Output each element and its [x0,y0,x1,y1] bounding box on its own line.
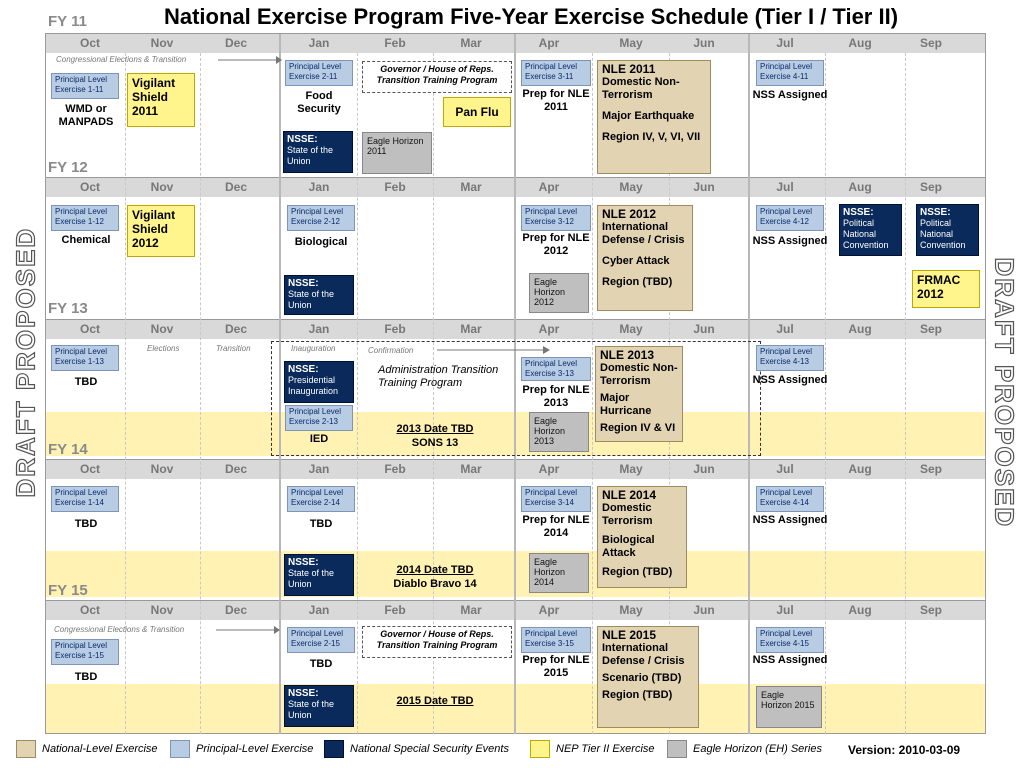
nle-region: Region (TBD) [602,689,673,701]
pl-exercise-3-11: Principal Level Exercise 3-11 [521,60,591,86]
month-divider [905,53,906,734]
month-label: Apr [538,322,560,336]
pl-topic: NSS Assigned [752,654,828,666]
nsse-state-of-union-2015 [284,685,354,727]
fy-label: FY 13 [48,300,88,317]
month-label: Jul [776,462,794,476]
nsse-name: State of the Union [288,289,335,310]
pl-topic: TBD [309,658,333,670]
nle-category: Domestic Terrorism [602,502,653,527]
vigilant-shield-2011: Vigilant Shield 2011 [127,73,195,127]
month-label: Jul [776,322,794,336]
month-divider [825,53,826,734]
arrow-icon [218,55,282,65]
month-label: Aug [848,180,872,194]
month-label: Nov [150,180,174,194]
draft-watermark-right: DRAFT PROPOSED [989,257,1020,529]
legend-label-nle: National-Level Exercise [42,743,158,755]
nle-2013 [595,346,683,442]
nsse-name: Presidential Inauguration [288,375,339,396]
pl-exercise-1-14: Principal Level Exercise 1-14 [51,486,119,512]
nle-scenario: Major Hurricane [600,392,652,417]
fy-label: FY 11 [48,13,87,30]
eagle-horizon-2012: Eagle Horizon 2012 [529,273,589,313]
pl-topic: NSS Assigned [752,89,828,101]
month-label: Jun [693,36,715,50]
nsse-heading: NSSE: [288,557,319,568]
pl-exercise-1-11: Principal Level Exercise 1-11 [51,73,119,99]
page-title: National Exercise Program Five-Year Exercise Schedule (Tier I / Tier II) [163,4,899,29]
month-label: May [619,322,643,336]
pl-exercise-2-15: Principal Level Exercise 2-15 [287,627,355,653]
month-label: Dec [224,36,247,50]
pl-exercise-4-13: Principal Level Exercise 4-13 [756,345,824,371]
nle-category: International Defense / Crisis [602,642,685,667]
month-label: Nov [150,36,174,50]
month-label: Dec [224,462,247,476]
pl-exercise-2-11: Principal Level Exercise 2-11 [285,60,353,86]
tier2-exercise: Diablo Bravo 14 [393,578,477,590]
eagle-horizon-2011: Eagle Horizon 2011 [362,132,432,174]
month-label: Sep [919,462,942,476]
admin-transition-program: Administration Transition Training Program [378,364,499,389]
legend-label-pl: Principal-Level Exercise [196,743,314,755]
pl-topic: TBD [309,518,333,530]
nle-title: NLE 2015 [602,628,657,642]
month-label: Mar [460,36,482,50]
month-label: Oct [79,603,100,617]
pl-topic: NSS Assigned [752,235,828,247]
eagle-horizon-2013: Eagle Horizon 2013 [529,412,589,452]
month-label: Aug [848,36,872,50]
month-label: Nov [150,603,174,617]
pl-exercise-3-15: Principal Level Exercise 3-15 [521,627,591,653]
month-label: Oct [79,322,100,336]
version-label: Version: 2010-03-09 [848,743,961,757]
month-label: Dec [224,322,247,336]
tier2-exercise: SONS 13 [411,437,459,449]
pl-topic: Prep for NLE 2011 [522,88,590,113]
draft-watermark-left: DRAFT PROPOSED [10,226,41,498]
nle-region: Region IV, V, VI, VII [602,131,701,143]
month-label: Nov [150,462,174,476]
confirmation-label: Confirmation [368,346,414,355]
month-label: Feb [384,180,406,194]
nsse-state-of-union-2012 [284,275,354,315]
pl-topic: TBD [74,671,98,683]
month-label: Sep [919,322,942,336]
month-label: Sep [919,603,942,617]
pl-topic: Prep for NLE 2013 [522,384,590,409]
legend-swatch-nsse [324,740,344,758]
tier2-date: 2015 Date TBD [396,695,474,707]
legend-swatch-nle [16,740,36,758]
nle-2012 [597,205,693,311]
month-label: Jan [308,462,330,476]
month-label: Jan [308,322,330,336]
fy-label: FY 12 [48,159,88,176]
month-label: May [619,36,643,50]
nle-title: NLE 2014 [602,488,657,502]
month-label: Aug [848,603,872,617]
month-label: Sep [919,180,942,194]
nle-region: Region (TBD) [602,566,673,578]
pl-exercise-1-13: Principal Level Exercise 1-13 [51,345,119,371]
month-label: Jun [693,322,715,336]
elections-label: Elections [147,344,180,353]
nsse-heading: NSSE: [920,207,951,218]
month-label: Mar [460,180,482,194]
nle-scenario: Scenario (TBD) [602,672,682,684]
nsse-name: State of the Union [288,568,335,589]
month-label: Apr [538,603,560,617]
pl-topic: Prep for NLE 2014 [522,514,590,539]
month-label: Jul [776,603,794,617]
pl-topic: IED [309,433,329,445]
nsse-heading: NSSE: [287,134,318,145]
nle-region: Region IV & VI [600,422,676,434]
pl-topic: Chemical [61,234,111,246]
vigilant-shield-2012: Vigilant Shield 2012 [127,205,195,257]
elections-note: Congressional Elections & Transition [54,625,185,634]
transition-label: Transition [216,344,251,353]
nsse-heading: NSSE: [288,364,319,375]
arrow-icon [437,345,551,355]
month-label: May [619,603,643,617]
nle-category: Domestic Non-Terrorism [602,76,680,101]
nle-title: NLE 2011 [602,62,656,76]
month-label: Mar [460,322,482,336]
pl-exercise-1-12: Principal Level Exercise 1-12 [51,205,119,231]
month-label: Dec [224,603,247,617]
month-label: Apr [538,462,560,476]
month-label: Mar [460,603,482,617]
month-label: Oct [79,36,100,50]
pl-topic: NSS Assigned [752,514,828,526]
pl-exercise-4-14: Principal Level Exercise 4-14 [756,486,824,512]
tier2-date: 2013 Date TBD [396,423,474,435]
legend-swatch-eh [667,740,687,758]
nle-2011 [597,60,711,174]
nsse-name: State of the Union [287,145,334,166]
governor-transition-program: Governor / House of Reps. Transition Training Program [362,626,512,658]
month-label: Nov [150,322,174,336]
month-label: Mar [460,462,482,476]
legend-swatch-tier2 [530,740,550,758]
month-divider [200,53,201,734]
pl-exercise-3-12: Principal Level Exercise 3-12 [521,205,591,231]
pl-topic: TBD [74,518,98,530]
pl-exercise-1-15: Principal Level Exercise 1-15 [51,639,119,665]
month-label: Jan [308,180,330,194]
nle-2015 [597,626,699,728]
pan-flu: Pan Flu [443,97,511,127]
month-label: May [619,462,643,476]
month-label: Jan [308,603,330,617]
nsse-presidential-inauguration [284,361,354,403]
inauguration-label: Inauguration [291,344,336,353]
month-label: Feb [384,603,406,617]
month-label: Aug [848,462,872,476]
pl-topic: Prep for NLE 2015 [522,654,590,679]
month-label: Jun [693,180,715,194]
nle-title: NLE 2013 [600,348,655,362]
nle-category: International Defense / Crisis [602,221,685,246]
fy-label: FY 15 [48,582,88,599]
nle-category: Domestic Non-Terrorism [600,362,678,387]
governor-transition-program: Governor / House of Reps. Transition Training Program [362,61,512,93]
month-label: Oct [79,462,100,476]
pl-exercise-4-12: Principal Level Exercise 4-12 [756,205,824,231]
nsse-political-convention [916,204,979,256]
month-label: Feb [384,462,406,476]
pl-exercise-4-15: Principal Level Exercise 4-15 [756,627,824,653]
month-label: Feb [384,36,406,50]
arrow-icon [216,625,280,635]
month-label: Jun [693,462,715,476]
eagle-horizon-2014: Eagle Horizon 2014 [529,553,589,593]
fy-label: FY 14 [48,441,88,458]
pl-exercise-2-12: Principal Level Exercise 2-12 [287,205,355,231]
month-label: Jul [776,180,794,194]
nsse-name: Political National Convention [920,218,966,250]
nle-region: Region (TBD) [602,276,673,288]
pl-topic: WMD or MANPADS [58,103,114,128]
nsse-state-of-union-2014 [284,554,354,596]
nsse-heading: NSSE: [288,278,319,289]
nsse-name: Political National Convention [843,218,889,250]
nle-2014 [597,486,687,588]
eagle-horizon-2015: Eagle Horizon 2015 [756,686,822,728]
month-label: Jul [776,36,794,50]
tier2-date: 2014 Date TBD [396,564,474,576]
pl-topic: NSS Assigned [752,374,828,386]
nle-title: NLE 2012 [602,207,657,221]
nle-scenario: Biological Attack [602,534,655,559]
pl-topic: Food Security [297,90,341,115]
legend-swatch-pl [170,740,190,758]
month-label: Oct [79,180,100,194]
nle-scenario: Cyber Attack [602,255,670,267]
pl-topic: Biological [294,236,348,248]
month-label: Apr [538,180,560,194]
elections-note: Congressional Elections & Transition [56,55,187,64]
month-label: Sep [919,36,942,50]
nsse-political-convention [839,204,902,256]
month-label: Feb [384,322,406,336]
pl-exercise-3-14: Principal Level Exercise 3-14 [521,486,591,512]
month-label: Dec [224,180,247,194]
nsse-state-of-union-2011 [283,131,353,173]
pl-exercise-4-11: Principal Level Exercise 4-11 [756,60,824,86]
frmac-2012: FRMAC 2012 [912,270,980,308]
month-label: Apr [538,36,560,50]
legend-label-nsse: National Special Security Events [350,743,509,755]
nsse-heading: NSSE: [288,688,319,699]
legend-label-eh: Eagle Horizon (EH) Series [693,743,822,755]
legend-label-tier2: NEP Tier II Exercise [556,743,655,755]
pl-exercise-2-13: Principal Level Exercise 2-13 [285,405,353,431]
pl-topic: TBD [74,376,98,388]
nsse-name: State of the Union [288,699,335,720]
pl-exercise-2-14: Principal Level Exercise 2-14 [287,486,355,512]
month-label: Jun [693,603,715,617]
month-label: Aug [848,322,872,336]
nsse-heading: NSSE: [843,207,874,218]
month-label: Jan [308,36,330,50]
pl-topic: Prep for NLE 2012 [522,232,590,257]
pl-exercise-3-13: Principal Level Exercise 3-13 [521,357,591,381]
month-label: May [619,180,643,194]
nle-scenario: Major Earthquake [602,110,695,122]
